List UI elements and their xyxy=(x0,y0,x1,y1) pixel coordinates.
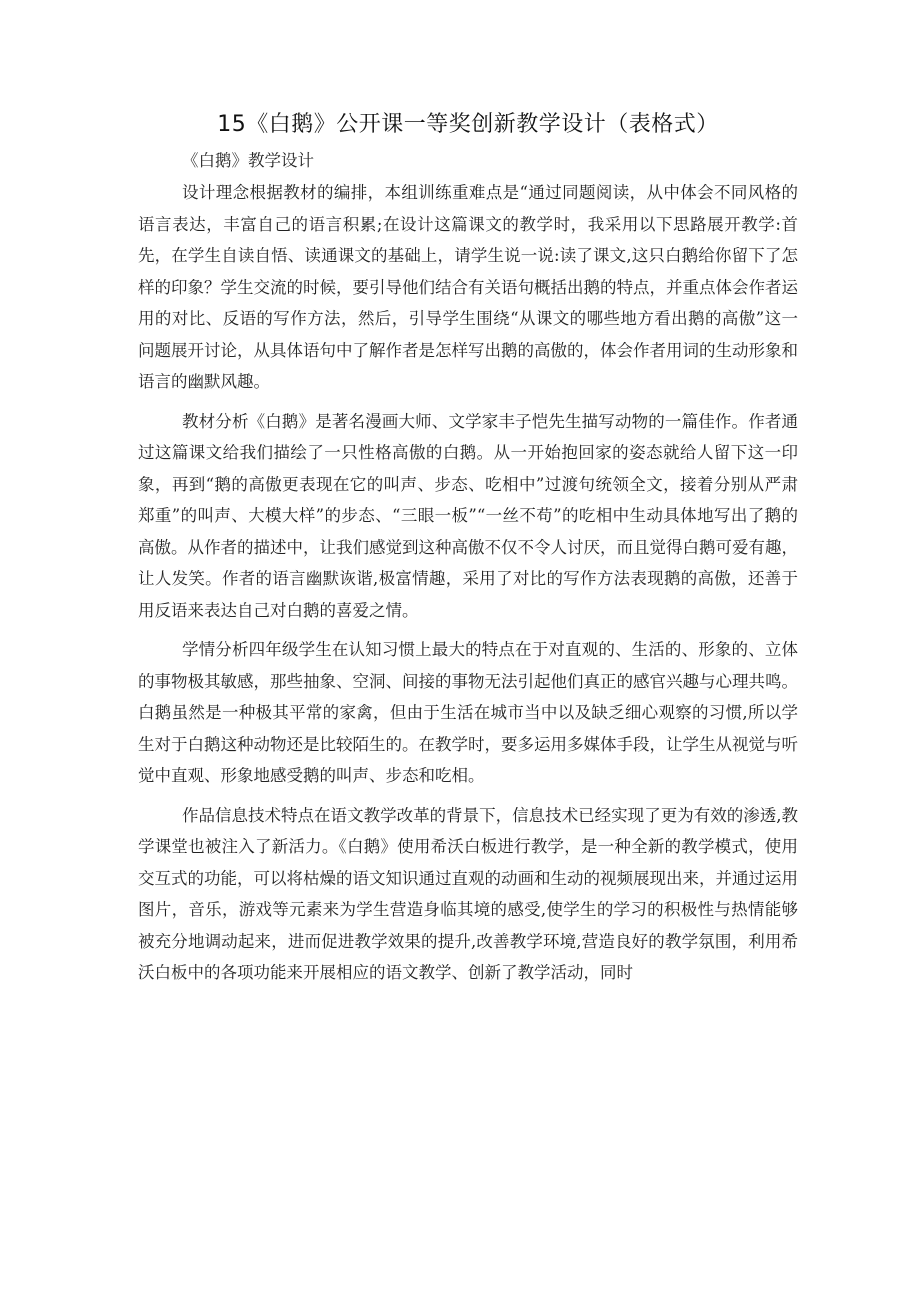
document-subtitle: 《白鹅》教学设计 xyxy=(182,151,314,170)
document-title: 15《白鹅》公开课一等奖创新教学设计（表格式） xyxy=(217,112,719,137)
paragraph-design-concept: 设计理念根据教材的编排，本组训练重难点是“通过同题阅读，从中体会不同风格的语言表达，丰富自己的语言积累;在设计这篇课文的教学时，我采用以下思路展开教学:首先，在学生自读自悟、读通课文的基础上，请学生说一说:读了课文,这只白鹅给你留下了怎样的印象？学生交流的时候，要引导他们结合有关语句概括出鹅的特点，并重点体会作者运用的对比、反语的写作方法，然后，引导学生围绕“从课文的哪些地方看出鹅的高傲”这一问题展开讨论，从具体语句中了解作者是怎样写出鹅的高傲的，体会作者用词的生动形象和语言的幽默风趣。 xyxy=(138,183,798,391)
paragraph-student-analysis: 学情分析四年级学生在认知习惯上最大的特点在于对直观的、生活的、形象的、立体的事物极其敏感，那些抽象、空洞、间接的事物无法引起他们真正的感官兴趣与心理共鸣。白鹅虽然是一种极其平常的家禽，但由于生活在城市当中以及缺乏细心观察的习惯,所以学生对于白鹅这种动物还是比较陌生的。在教学时，要多运用多媒体手段，让学生从视觉与听觉中直观、形象地感受鹅的叫声、步态和吃相。 xyxy=(138,640,798,785)
paragraph-it-features: 作品信息技术特点在语文教学改革的背景下，信息技术已经实现了更为有效的渗透,教学课堂也被注入了新活力。《白鹅》使用希沃白板进行教学，是一种全新的教学模式，使用交互式的功能，可以将枯燥的语文知识通过直观的动画和生动的视频展现出来，并通过运用图片，音乐，游戏等元素来为学生营造身临其境的感受,使学生的学习的积极性与热情能够被充分地调动起来，进而促进教学效果的提升,改善教学环境,营造良好的教学氛围，利用希沃白板中的各项功能来开展相应的语文教学、创新了教学活动，同时 xyxy=(138,805,798,982)
document-page xyxy=(138,108,798,989)
paragraph-textbook-analysis: 教材分析《白鹅》是著名漫画大师、文学家丰子恺先生描写动物的一篇佳作。作者通过这篇课文给我们描绘了一只性格高傲的白鹅。从一开始抱回家的姿态就给人留下这一印象，再到“鹅的高傲更表现在它的叫声、步态、吃相中”过渡句统领全文，接着分别从严肃郑重”的叫声、大模大样”的步态、“三眼一板”“一丝不苟”的吃相中生动具体地写出了鹅的高傲。从作者的描述中，让我们感觉到这种高傲不仅不令人讨厌，而且觉得白鹅可爱有趣，让人发笑。作者的语言幽默诙谐,极富情趣，采用了对比的写作方法表现鹅的高傲，还善于用反语来表达自己对白鹅的喜爱之情。 xyxy=(138,411,798,620)
